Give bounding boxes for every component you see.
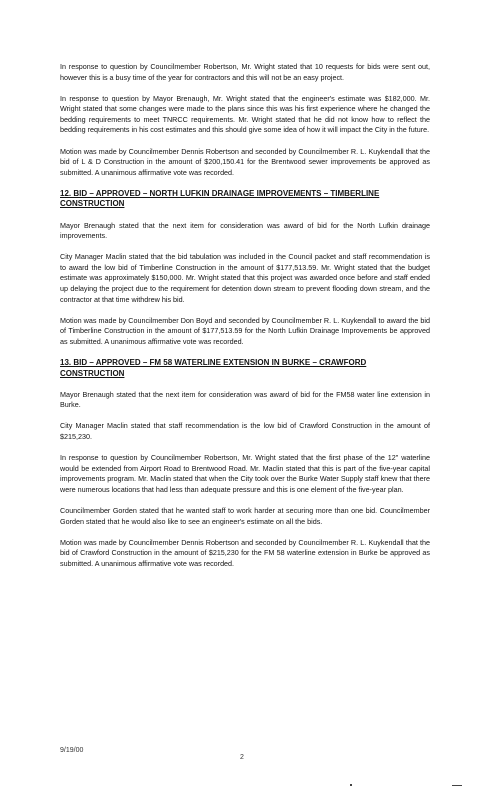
scan-speck — [452, 785, 462, 786]
paragraph: City Manager Maclin stated that the bid tabulation was included in the Council packet and staff recommendation is to award the low bid of Timberline Construction in the amount of $177,513.59. Mr. Wright stated that the budget estimate was approximately $150,000. Mr. Wright stated that this project was awarded once before and staff ended up delaying the project due to the requirement for detention down stream to prevent flooding down stream, and the contractor at that time withdrew his bid. — [60, 252, 430, 304]
paragraph: Councilmember Gorden stated that he wanted staff to work harder at securing more than one bid. Councilmember Gorden stated that he would also like to see an engineer's estimate on all the bids. — [60, 505, 430, 526]
paragraph: Mayor Brenaugh stated that the next item for consideration was award of bid for the FM58 water line extension in Burke. — [60, 389, 430, 410]
paragraph: Motion was made by Councilmember Don Boyd and seconded by Councilmember R. L. Kuykendall to award the bid of Timberline Construction in the amount of $177,513.59 for the North Lufkin Drainage Improvements be approved as submitted. A unanimous affirmative vote was recorded. — [60, 315, 430, 346]
paragraph: In response to question by Mayor Brenaugh, Mr. Wright stated that the engineer's estimate was $182,000. Mr. Wright stated that some changes were made to the plans since this was his first experience where he changed the bedding requirements to meet TNRCC requirements. Mr. Wright stated that he did not know how to reflect the bedding requirements in his cost estimates and this should give some idea of how it will impact the City in the future. — [60, 93, 430, 135]
paragraph: Motion was made by Councilmember Dennis Robertson and seconded by Councilmember R. L. Kuykendall that the bid of Crawford Construction in the amount of $215,230 for the FM 58 waterline extension in Burke be approved as submitted. A unanimous affirmative vote was recorded. — [60, 537, 430, 568]
section-heading-13: 13. BID – APPROVED – FM 58 WATERLINE EXTENSION IN BURKE – CRAWFORD CONSTRUCTION — [60, 357, 367, 378]
paragraph: City Manager Maclin stated that staff recommendation is the low bid of Crawford Construction in the amount of $215,230. — [60, 421, 430, 441]
paragraph: In response to question by Councilmember Robertson, Mr. Wright stated that the first phase of the 12" waterline would be extended from Airport Road to Brentwood Road. Mr. Maclin stated that this is part of the five-year capital improvements program. Mr. Maclin stated that when the City took over the Burke Water Supply staff knew that there were numerous locations that had less than adequate pressure and this is one element of the five-year plan. — [60, 453, 430, 494]
scan-speck — [350, 784, 352, 786]
footer-date: 9/19/00 — [60, 747, 84, 754]
page-number: 2 — [240, 754, 244, 761]
section-heading-12: 12. BID – APPROVED – NORTH LUFKIN DRAINAGE IMPROVEMENTS – TIMBERLINE CONSTRUCTION — [60, 188, 380, 209]
paragraph: In response to question by Councilmember Robertson, Mr. Wright stated that 10 requests for bids were sent out, however this is a busy time of the year for contractors and this will not be an easy project. — [60, 62, 430, 82]
paragraph: Mayor Brenaugh stated that the next item for consideration was award of bid for the North Lufkin drainage improvements. — [60, 220, 430, 241]
minutes-body — [60, 62, 430, 580]
paragraph: Motion was made by Councilmember Dennis Robertson and seconded by Councilmember R. L. Kuykendall that the bid of L & D Construction in the amount of $200,150.41 for the Brentwood sewer improvements be approved as submitted. A unanimous affirmative vote was recorded. — [60, 146, 430, 177]
